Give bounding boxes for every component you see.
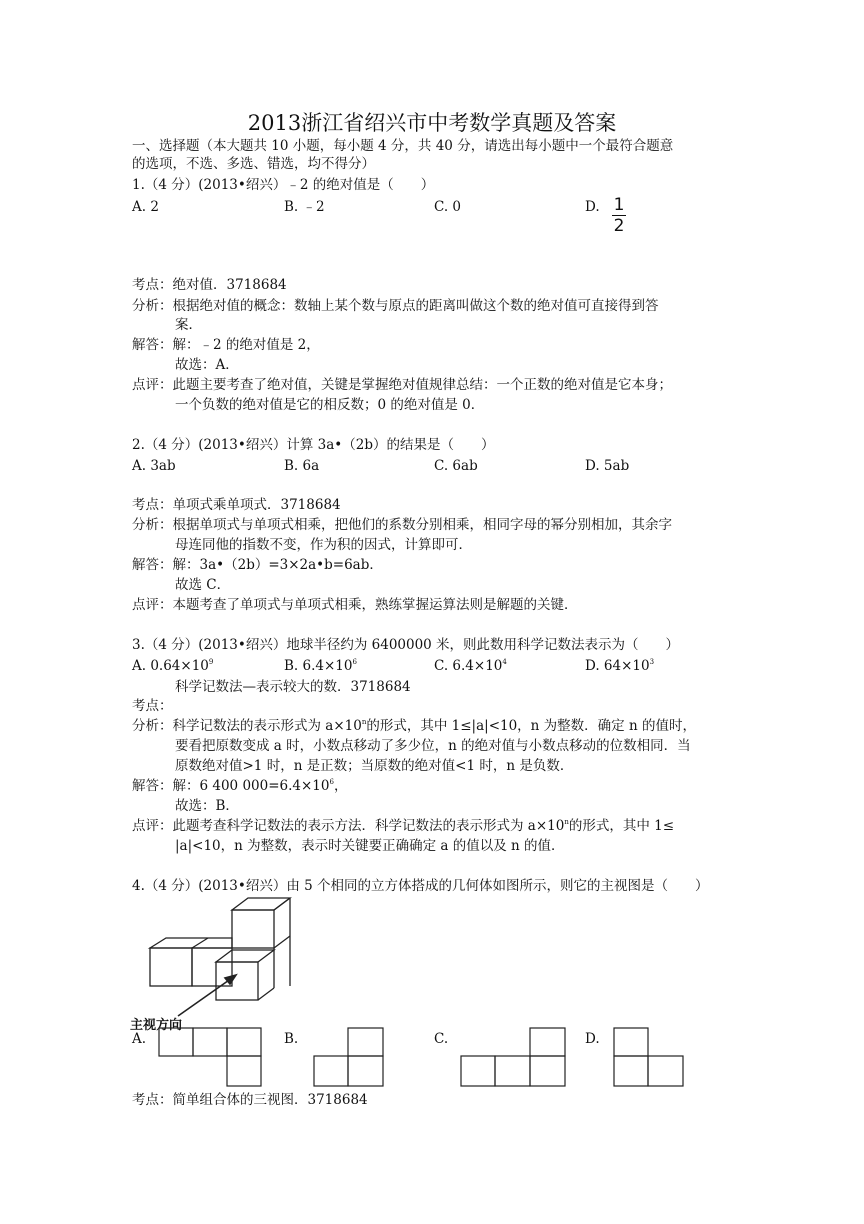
q3-fenxi-3: 原数绝对值>1 时，n 是正数；当原数的绝对值<1 时，n 是负数．: [175, 758, 574, 774]
q3-option-a-exp: 9: [208, 658, 214, 666]
q4-cube-figure: [128, 894, 328, 1034]
q3-jieda-1b: ，: [333, 778, 348, 794]
q1-dianping-1: 点评：此题主要考查了绝对值，关键是掌握绝对值规律总结：一个正数的绝对值是它本身；: [132, 377, 672, 393]
q3-option-c-exp: 4: [502, 658, 507, 666]
q3-dianping-2: |a|<10，n 为整数，表示时关键要正确确定 a 的值以及 n 的值．: [175, 838, 565, 854]
q2-jieda-1: 解答：解：3a•（2b）=3×2a•b=6ab．: [132, 557, 383, 573]
q4-option-c: C.: [434, 1031, 449, 1047]
q2-option-b: B. 6a: [284, 458, 320, 474]
q4-option-d: D.: [585, 1031, 600, 1047]
q3-fenxi-1a: 分析：科学记数法的表示形式为 a×10: [132, 718, 362, 734]
q1-option-a: A. 2: [132, 199, 159, 215]
q1-option-d-fraction: [612, 196, 626, 235]
q1-jieda-1: 解答：解：﹣2 的绝对值是 2，: [132, 337, 320, 353]
q3-option-d-exp: 3: [649, 658, 655, 666]
q4-stem: 4.（4 分）(2013•绍兴）由 5 个相同的立方体搭成的几何体如图所示，则它的主视图是（ ）: [132, 878, 709, 894]
q3-jieda-1: [132, 777, 347, 795]
q3-option-c: [434, 657, 507, 675]
fraction-numerator: 1: [613, 195, 625, 215]
q2-stem: 2.（4 分）(2013•绍兴）计算 3a•（2b）的结果是（ ）: [132, 437, 495, 453]
q4-option-a: A.: [132, 1031, 147, 1047]
q1-stem: 1.（4 分）(2013•绍兴）﹣2 的绝对值是（ ）: [132, 177, 435, 193]
q1-kaodian: 考点：绝对值．3718684: [132, 277, 287, 293]
q3-kaodian: 考点：: [132, 698, 173, 714]
q1-fenxi-2: 案．: [175, 317, 202, 333]
q1-option-d: D.: [585, 199, 600, 215]
q3-dianping-1: [132, 817, 674, 835]
q3-option-a-base: A. 0.64×10: [132, 658, 209, 674]
q2-kaodian: 考点：单项式乘单项式．3718684: [132, 497, 341, 513]
q4-option-a-view: [158, 1027, 264, 1087]
q3-fenxi-1: [132, 717, 696, 735]
q3-option-d: [585, 657, 654, 675]
q4-option-c-view: [460, 1027, 568, 1087]
page-title: 2013浙江省绍兴市中考数学真题及答案: [247, 111, 617, 135]
q2-option-c: C. 6ab: [434, 458, 478, 474]
q1-jieda-2: 故选：A．: [175, 357, 239, 373]
q2-fenxi-1: 分析：根据单项式与单项式相乘，把他们的系数分别相乘，相同字母的幂分别相加，其余字: [132, 517, 672, 533]
q3-fenxi-1-exp: n: [361, 718, 367, 726]
q1-option-c: C. 0: [434, 199, 462, 215]
q2-option-a: A. 3ab: [132, 458, 176, 474]
q3-dianping-1-exp: n: [564, 818, 569, 826]
q3-fenxi-2: 要看把原数变成 a 时，小数点移动了多少位，n 的绝对值与小数点移动的位数相同．当: [175, 738, 691, 754]
section-heading-line2: 的选项，不选、多选、错选，均不得分）: [132, 156, 375, 172]
q2-jieda-2: 故选 C．: [175, 577, 231, 593]
q4-figure-label: 主视方向: [130, 1018, 183, 1033]
q3-option-b-base: B. 6.4×10: [284, 658, 353, 674]
q3-jieda-1-exp: 6: [329, 778, 334, 786]
q1-option-b: B. ﹣2: [284, 199, 325, 215]
q3-jieda-2: 故选：B．: [175, 798, 239, 814]
q4-kaodian: 考点：简单组合体的三视图．3718684: [132, 1092, 368, 1108]
q3-fenxi-1b: 的形式，其中 1≤|a|<10，n 为整数．确定 n 的值时，: [366, 718, 696, 734]
q3-option-d-base: D. 64×10: [585, 658, 650, 674]
q3-option-b: [284, 657, 357, 675]
q1-dianping-2: 一个负数的绝对值是它的相反数；0 的绝对值是 0．: [175, 397, 485, 413]
q1-fenxi-1: 分析：根据绝对值的概念：数轴上某个数与原点的距离叫做这个数的绝对值可直接得到答: [132, 298, 659, 314]
q4-option-b-view: [313, 1027, 385, 1087]
q3-jieda-1a: 解答：解：6 400 000=6.4×10: [132, 778, 330, 794]
q3-stem: 3.（4 分）(2013•绍兴）地球半径约为 6400000 米，则此数用科学记数法表示为（ ）: [132, 637, 680, 653]
q2-dianping-1: 点评：本题考查了单项式与单项式相乘，熟练掌握运算法则是解题的关键．: [132, 597, 578, 613]
q3-kaodian-topic: 科学记数法—表示较大的数．3718684: [175, 679, 411, 695]
section-heading-line1: 一、选择题（本大题共 10 小题，每小题 4 分，共 40 分，请选出每小题中一个最符合题意: [132, 138, 674, 154]
q2-fenxi-2: 母连同他的指数不变，作为积的因式，计算即可．: [175, 537, 472, 553]
q3-option-c-base: C. 6.4×10: [434, 658, 503, 674]
q3-dianping-1b: 的形式，其中 1≤: [568, 818, 675, 834]
q3-option-a: [132, 657, 213, 675]
q2-option-d: D. 5ab: [585, 458, 630, 474]
fraction-denominator: 2: [613, 216, 625, 236]
q3-option-b-exp: 6: [352, 658, 357, 666]
q3-dianping-1a: 点评：此题考查科学记数法的表示方法．科学记数法的表示形式为 a×10: [132, 818, 565, 834]
q4-option-b: B.: [284, 1031, 299, 1047]
q4-option-d-view: [613, 1027, 685, 1087]
